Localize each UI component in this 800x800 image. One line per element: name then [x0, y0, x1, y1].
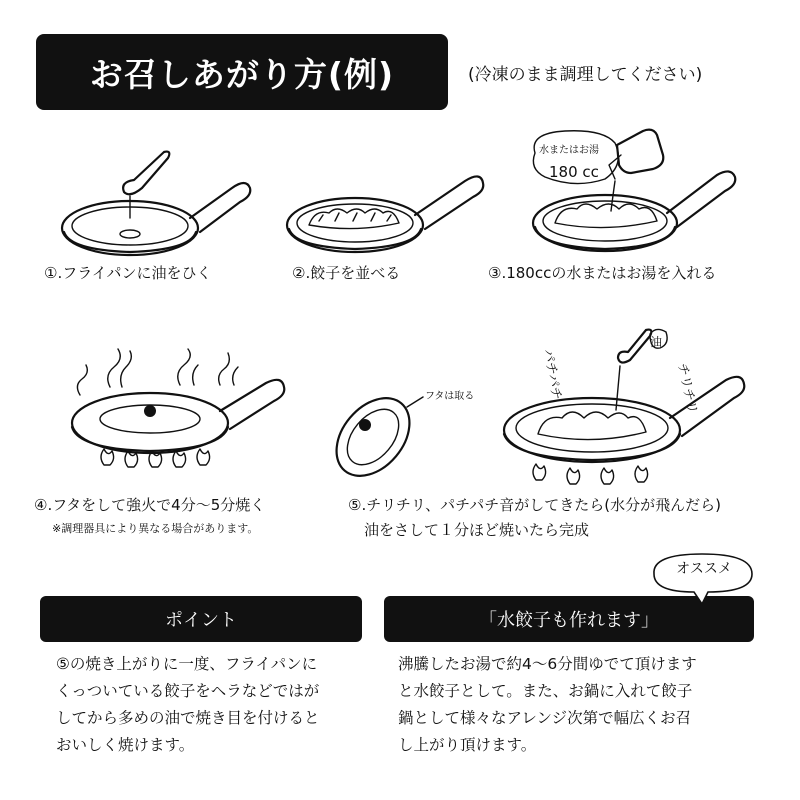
step3-text: ③.180ccの水またはお湯を入れる — [488, 264, 717, 282]
page-subtitle: (冷凍のまま調理してください) — [468, 65, 703, 85]
step4-illustration — [70, 345, 300, 485]
suigyoza-line: 沸騰したお湯で約4〜6分間ゆでて頂けます — [398, 655, 697, 673]
oil-label: 油 — [650, 335, 663, 349]
step2-text: ②.餃子を並べる — [292, 264, 401, 282]
suigyoza-line: と水餃子として。また、お鍋に入れて餃子 — [398, 682, 693, 700]
recommend-badge-text: オススメ — [676, 561, 732, 577]
step4-text: ④.フタをして強火で4分〜5分焼く — [34, 496, 266, 514]
point-line: してから多めの油で焼き目を付けると — [56, 709, 320, 727]
suigyoza-line: 鍋として様々なアレンジ次第で幅広くお召 — [398, 709, 692, 727]
point-header: ポイント — [40, 596, 362, 642]
lid-label: フタは取る — [425, 391, 475, 402]
step5-illustration — [500, 320, 760, 490]
step2-illustration — [285, 165, 495, 265]
sound-left: パチパチ — [540, 348, 564, 402]
point-body — [56, 651, 366, 759]
suigyoza-line: し上がり頂けます。 — [398, 736, 537, 754]
sound-right: チリチリ — [674, 361, 700, 416]
step5-text-line2: 油をさして１分ほど焼いたら完成 — [364, 521, 590, 539]
page-title: お召しあがり方(例) — [36, 34, 448, 110]
water-label: 水またはお湯 — [539, 145, 599, 156]
point-line: くっついている餃子をヘラなどではが — [56, 682, 320, 700]
step5-text: ⑤.チリチリ、パチパチ音がしてきたら(水分が飛んだら) — [348, 496, 721, 514]
lid-illustration — [325, 385, 495, 485]
step1-illustration — [60, 140, 260, 260]
point-line: おいしく焼けます。 — [56, 736, 195, 754]
water-amount: 180 cc — [549, 163, 599, 181]
suigyoza-header: 「水餃子も作れます」 — [384, 596, 754, 642]
suigyoza-body — [398, 651, 758, 759]
step4-note: ※調理器具により異なる場合があります。 — [52, 522, 259, 535]
point-line: ⑤の焼き上がりに一度、フライパンに — [56, 655, 318, 673]
step3-illustration — [525, 125, 765, 265]
step1-text: ①.フライパンに油をひく — [44, 264, 212, 282]
